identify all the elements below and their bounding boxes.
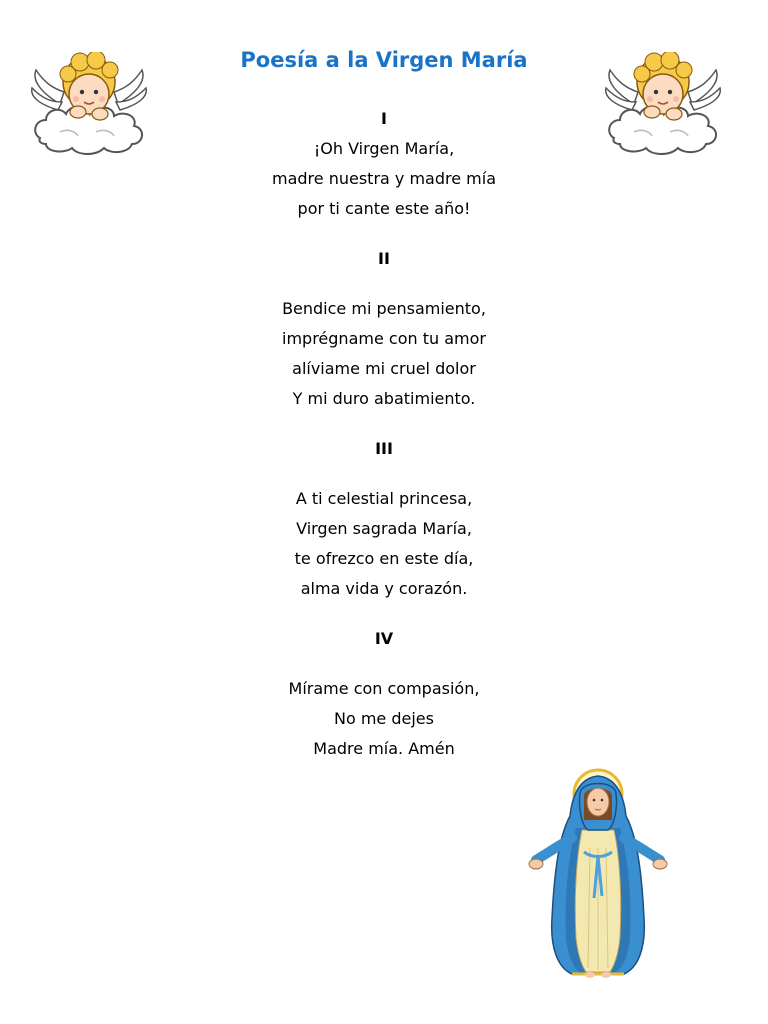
poem-line: Bendice mi pensamiento,: [282, 299, 486, 318]
stanza-numeral: IV: [374, 629, 394, 648]
poem-line: ¡Oh Virgen María,: [313, 139, 455, 158]
poem-line: por ti cante este año!: [297, 199, 471, 218]
stanza-numeral: I: [381, 109, 387, 128]
poem-line: Mírame con compasión,: [288, 679, 480, 698]
stanza-1: [0, 104, 768, 224]
numeral-gap: [0, 464, 768, 484]
stanza-gap: [0, 604, 768, 624]
poem-line: Madre mía. Amén: [313, 739, 455, 758]
poem-body: [0, 104, 768, 764]
poem-line: imprégname con tu amor: [282, 329, 486, 348]
stanza-numeral: II: [378, 249, 390, 268]
numeral-gap: [0, 654, 768, 674]
poem-line: Virgen sagrada María,: [296, 519, 472, 538]
poem-line: madre nuestra y madre mía: [272, 169, 496, 188]
stanza-gap: [0, 224, 768, 244]
stanza-numeral: III: [375, 439, 393, 458]
stanza-3: [0, 434, 768, 604]
poem-line: te ofrezco en este día,: [294, 549, 474, 568]
page-title: Poesía a la Virgen María: [240, 48, 528, 72]
stanza-2: [0, 244, 768, 414]
stanza-gap: [0, 414, 768, 434]
poem-line: alma vida y corazón.: [300, 579, 468, 598]
poem-line: A ti celestial princesa,: [295, 489, 473, 508]
numeral-gap: [0, 274, 768, 294]
poem-line: Y mi duro abatimiento.: [292, 389, 476, 408]
stanza-4: [0, 624, 768, 764]
poem-line: No me dejes: [334, 709, 434, 728]
poem-line: alíviame mi cruel dolor: [292, 359, 476, 378]
virgin-mary-figure-icon: [528, 768, 668, 980]
